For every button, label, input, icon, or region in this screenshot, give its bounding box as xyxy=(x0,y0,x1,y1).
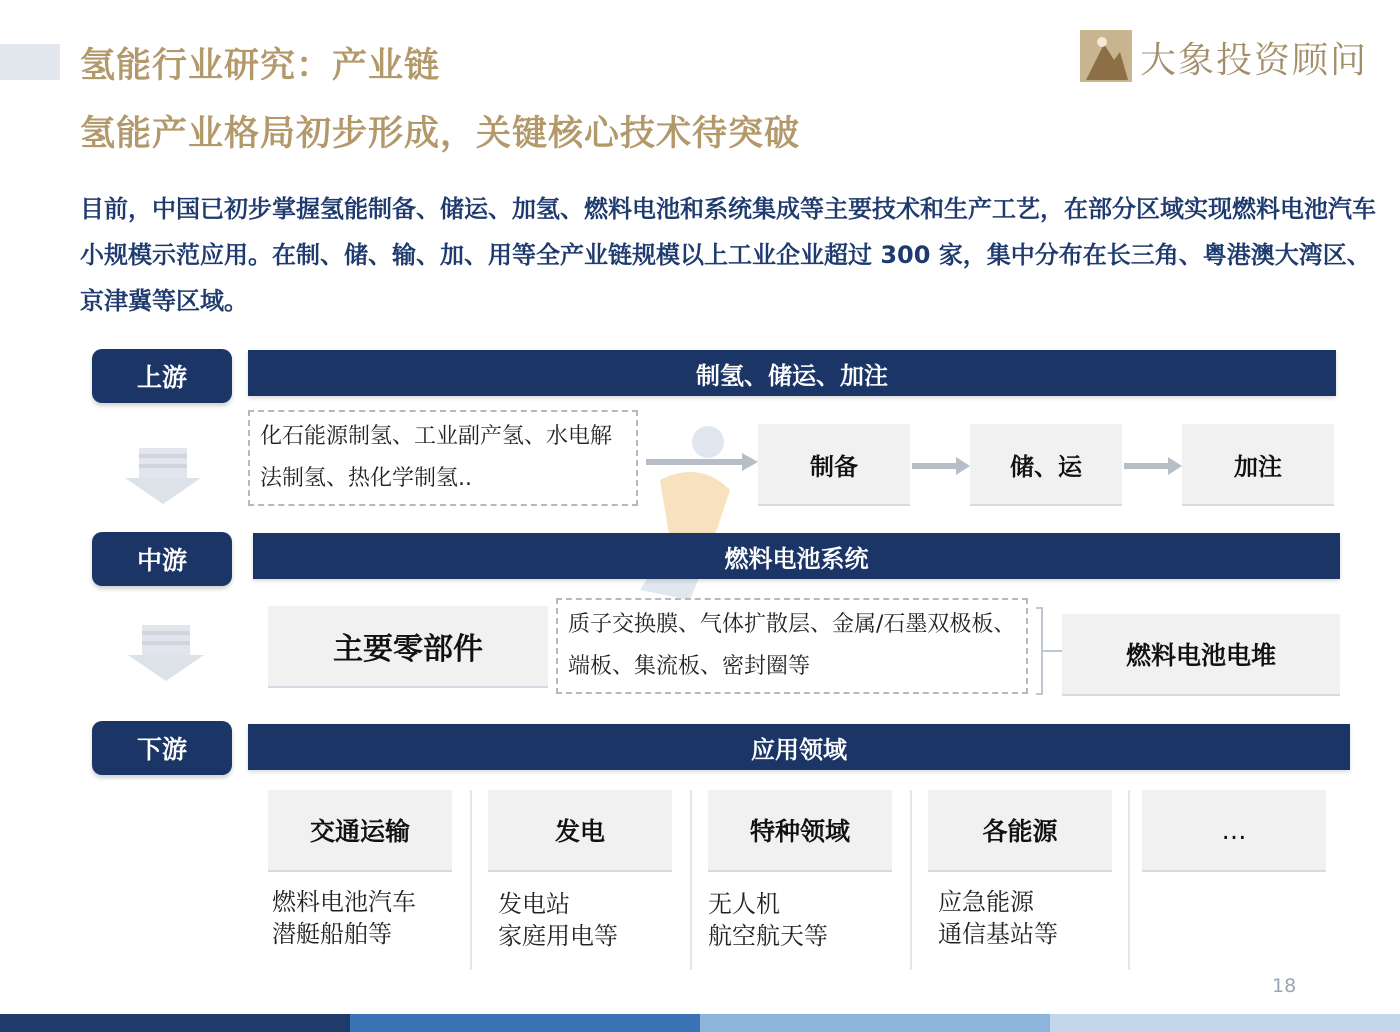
flow-arrow-icon xyxy=(646,452,758,472)
field-transportation-examples xyxy=(272,886,416,950)
brand-logo xyxy=(1080,30,1380,86)
downstream-band: 应用领域 xyxy=(248,724,1350,770)
stage-upstream: 上游 xyxy=(92,349,232,403)
stage-midstream: 中游 xyxy=(92,532,232,586)
column-divider xyxy=(470,790,472,970)
upstream-band: 制氢、储运、加注 xyxy=(248,350,1336,396)
field-energy: 各能源 xyxy=(928,790,1112,872)
field-more: … xyxy=(1142,790,1326,872)
field-power-examples xyxy=(498,888,618,952)
main-components: 主要零部件 xyxy=(268,606,548,688)
field-special: 特种领域 xyxy=(708,790,892,872)
page-title: 氢能行业研究：产业链 xyxy=(80,46,441,86)
field-special-examples xyxy=(708,888,828,952)
step-storage-transport: 储、运 xyxy=(970,424,1122,506)
elephant-logo-icon xyxy=(1080,30,1132,82)
field-power-generation: 发电 xyxy=(488,790,672,872)
page-subtitle: 氢能产业格局初步形成，关键核心技术待突破 xyxy=(80,114,801,154)
example-line: 无人机 xyxy=(708,890,780,918)
down-arrow-icon xyxy=(123,448,203,504)
stage-downstream: 下游 xyxy=(92,721,232,775)
page-number: 18 xyxy=(1272,975,1297,997)
field-transportation: 交通运输 xyxy=(268,790,452,872)
column-divider xyxy=(910,790,912,970)
components-list: 质子交换膜、气体扩散层、金属/石墨双极板、端板、集流板、密封圈等 xyxy=(556,598,1028,694)
example-line: 应急能源 xyxy=(938,888,1034,916)
field-energy-examples xyxy=(938,886,1058,950)
column-divider xyxy=(1128,790,1130,970)
column-divider xyxy=(690,790,692,970)
flow-arrow-icon xyxy=(912,456,970,476)
example-line: 家庭用电等 xyxy=(498,922,618,950)
intro-paragraph: 目前，中国已初步掌握氢能制备、储运、加氢、燃料电池和系统集成等主要技术和生产工艺，在部分区域实现燃料电池汽车小规模示范应用。在制、储、输、加、用等全产业链规模以上工业企业超过 300 家，集中分布在长三角、粤港澳大湾区、京津冀等区域。 xyxy=(80,195,1376,315)
down-arrow-icon xyxy=(126,625,206,681)
bottom-color-bar xyxy=(0,1014,1400,1032)
midstream-band: 燃料电池系统 xyxy=(253,533,1340,579)
bracket-connector-icon xyxy=(1034,606,1062,696)
hydrogen-production-methods: 化石能源制氢、工业副产氢、水电解法制氢、热化学制氢.. xyxy=(248,410,638,506)
example-line: 发电站 xyxy=(498,890,570,918)
example-line: 燃料电池汽车 xyxy=(272,888,416,916)
step-refueling: 加注 xyxy=(1182,424,1334,506)
example-line: 通信基站等 xyxy=(938,920,1058,948)
brand-name: 大象投资顾问 xyxy=(1140,40,1369,81)
example-line: 潜艇船舶等 xyxy=(272,920,392,948)
flow-arrow-icon xyxy=(1124,456,1182,476)
example-line: 航空航天等 xyxy=(708,922,828,950)
step-production: 制备 xyxy=(758,424,910,506)
title-accent-bar xyxy=(0,44,60,80)
fuel-cell-stack: 燃料电池电堆 xyxy=(1062,614,1340,696)
